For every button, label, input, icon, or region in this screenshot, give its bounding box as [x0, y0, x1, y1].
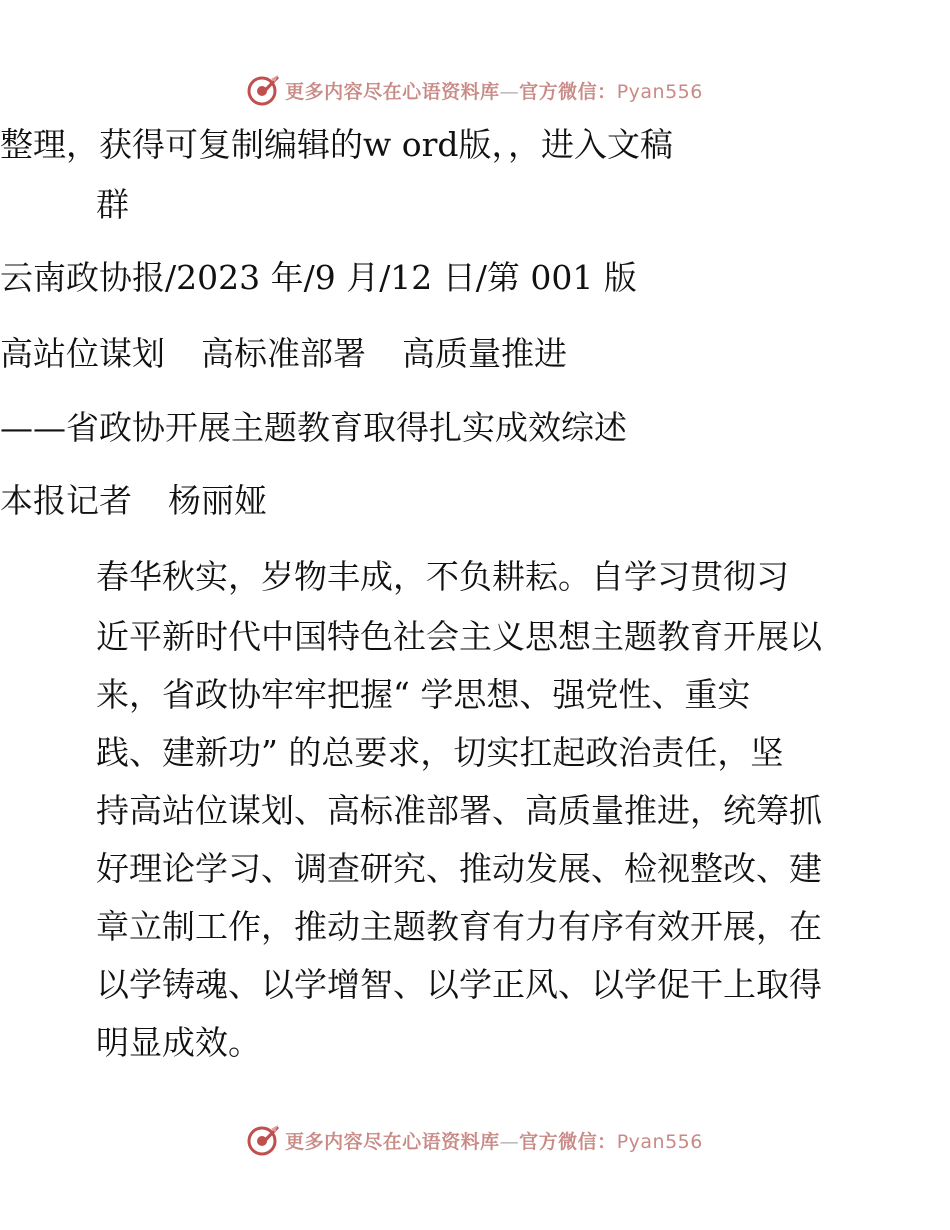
quill-logo-icon: [247, 1123, 281, 1157]
notice-line-1: 整理，获得可复制编辑的w ord版，，进入文稿: [0, 125, 674, 164]
headline-part-2: 高标准部署: [201, 334, 366, 373]
watermark-text: 更多内容尽在心语资料库—官方微信：Pyan556: [285, 80, 703, 103]
headline-part-3: 高质量推进: [402, 334, 567, 373]
header-watermark: [0, 70, 950, 110]
byline-name: 杨丽娅: [168, 481, 267, 520]
body-line-5: 持高站位谋划、高标准部署、高质量推进，统筹抓: [96, 791, 822, 830]
body-line-7: 章立制工作，推动主题教育有力有序有效开展，在: [96, 907, 822, 946]
byline-label: 本报记者: [0, 481, 132, 520]
body-line-8: 以学铸魂、以学增智、以学正风、以学促干上取得: [96, 965, 822, 1004]
headline-part-1: 高站位谋划: [0, 334, 165, 373]
headline: [0, 335, 567, 373]
quill-logo-icon: [247, 73, 281, 107]
watermark-text: 更多内容尽在心语资料库—官方微信：Pyan556: [285, 1130, 703, 1153]
byline: [0, 482, 267, 520]
body-line-9: 明显成效。: [96, 1023, 261, 1062]
footer-watermark: [0, 1120, 950, 1160]
notice-line-2: 群: [96, 185, 129, 224]
body-line-3: 来，省政协牢牢把握“ 学思想、强党性、重实: [96, 675, 751, 714]
source-line: 云南政协报/2023 年/9 月/12 日/第 001 版: [0, 258, 637, 297]
subtitle: ——省政协开展主题教育取得扎实成效综述: [0, 408, 627, 447]
body-line-2: 近平新时代中国特色社会主义思想主题教育开展以: [96, 617, 822, 656]
body-line-1: 春华秋实，岁物丰成，不负耕耘。自学习贯彻习: [96, 557, 789, 596]
body-line-6: 好理论学习、调查研究、推动发展、检视整改、建: [96, 849, 822, 888]
body-line-4: 践、建新功” 的总要求，切实扛起政治责任，坚: [96, 733, 784, 772]
